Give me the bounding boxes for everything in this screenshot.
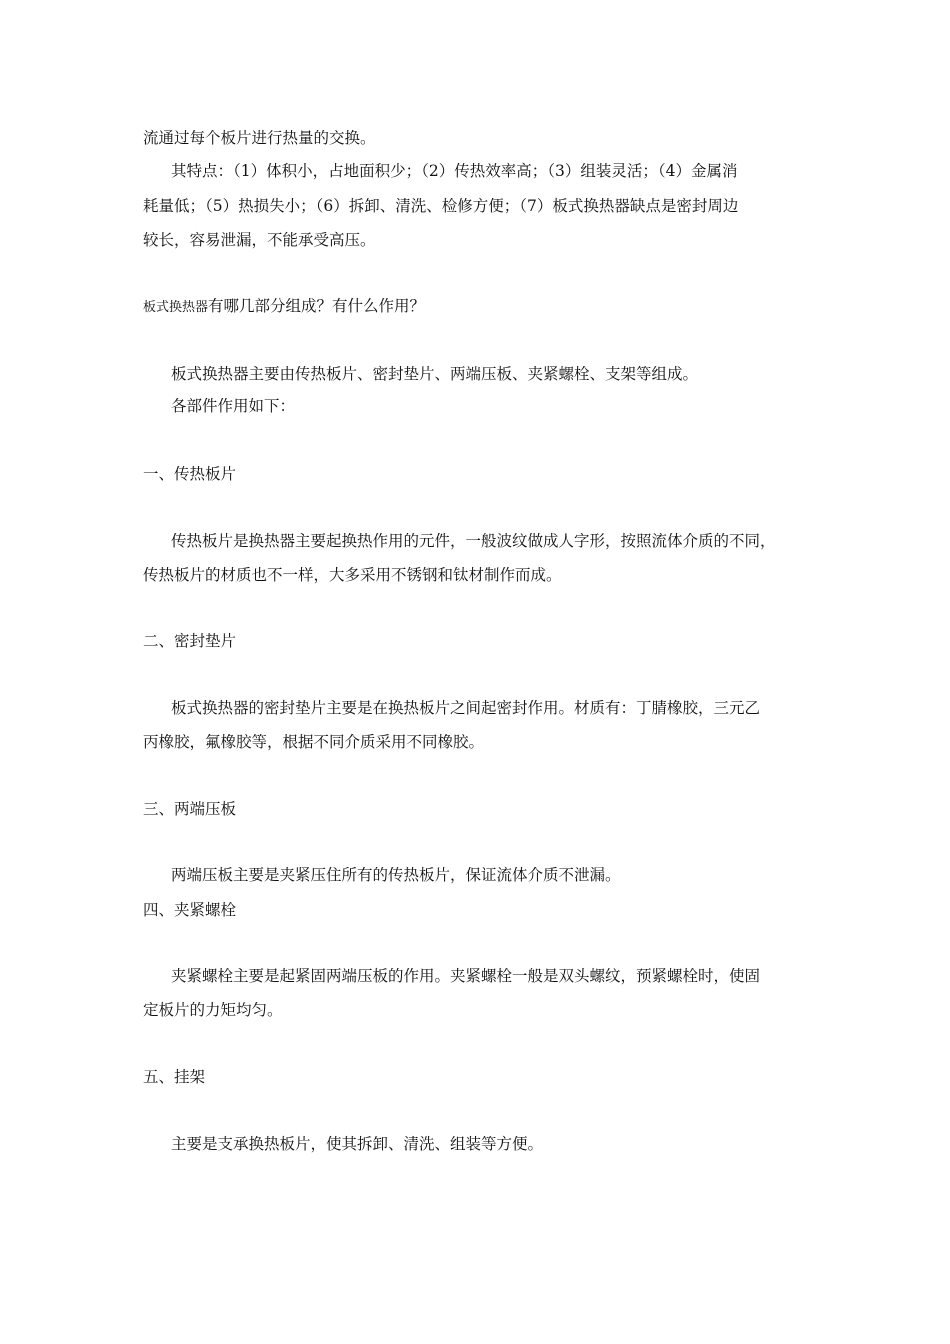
features-line-3: 较长，容易泄漏，不能承受高压。 [143, 231, 376, 249]
features-line-1: 其特点：（1）体积小，占地面积少；（2）传热效率高；（3）组装灵活；（4）金属消 [171, 162, 738, 180]
answer-line-2: 各部件作用如下： [171, 397, 296, 415]
section-1-line-2: 传热板片的材质也不一样，大多采用不锈钢和钛材制作而成。 [143, 566, 562, 584]
section-heading-1: 一、传热板片 [143, 465, 237, 483]
question-prefix: 板式换热器 [143, 300, 209, 315]
section-2-line-2: 丙橡胶，氟橡胶等，根据不同介质采用不同橡胶。 [143, 733, 485, 751]
section-4-line-1: 夹紧螺栓主要是起紧固两端压板的作用。夹紧螺栓一般是双头螺纹，预紧螺栓时，使固 [171, 967, 761, 985]
answer-line-1: 板式换热器主要由传热板片、密封垫片、两端压板、夹紧螺栓、支架等组成。 [171, 365, 699, 383]
section-3-line-1: 两端压板主要是夹紧压住所有的传热板片，保证流体介质不泄漏。 [171, 866, 621, 884]
section-heading-4: 四、夹紧螺栓 [143, 901, 237, 919]
section-2-line-1: 板式换热器的密封垫片主要是在换热板片之间起密封作用。材质有：丁腈橡胶，三元乙 [171, 699, 761, 717]
question-text: 有哪几部分组成？有什么作用？ [208, 297, 426, 315]
section-heading-2: 二、密封垫片 [143, 632, 237, 650]
section-1-line-1: 传热板片是换热器主要起换热作用的元件，一般波纹做成人字形，按照流体介质的不同， [171, 532, 776, 550]
section-4-line-2: 定板片的力矩均匀。 [143, 1001, 283, 1019]
section-5-line-1: 主要是支承换热板片，使其拆卸、清洗、组装等方便。 [171, 1135, 544, 1153]
intro-line: 流通过每个板片进行热量的交换。 [143, 129, 376, 147]
section-heading-5: 五、挂架 [143, 1068, 206, 1086]
section-heading-3: 三、两端压板 [143, 800, 237, 818]
question-heading [143, 296, 425, 318]
features-line-2: 耗量低；（5）热损失小；（6）拆卸、清洗、检修方便；（7）板式换热器缺点是密封周边 [143, 197, 739, 215]
